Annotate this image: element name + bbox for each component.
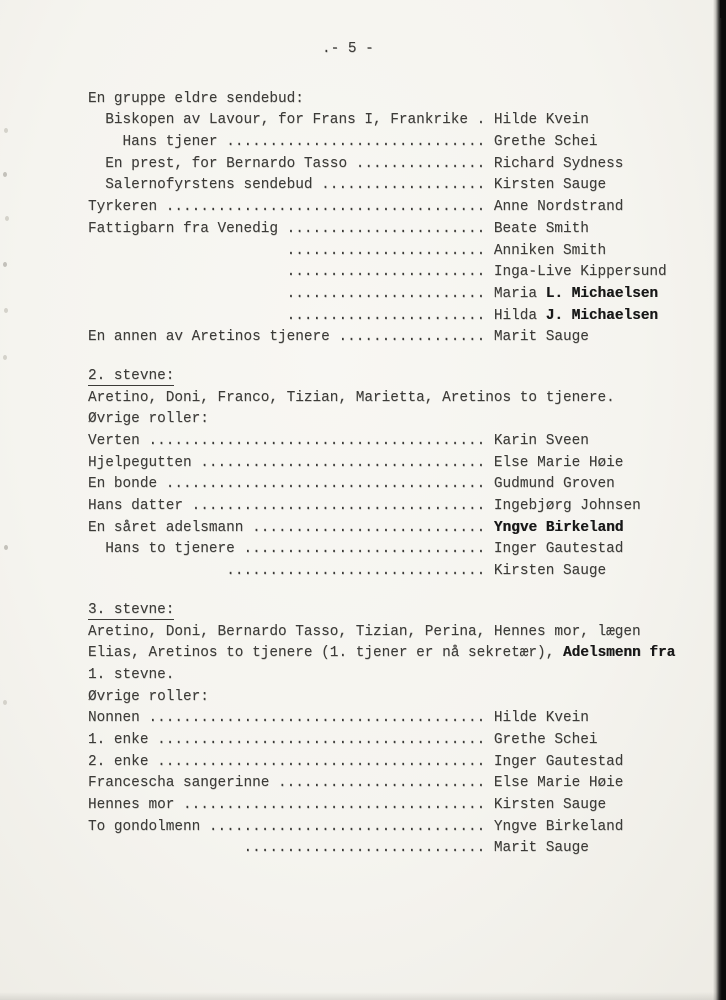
actor-name: Inga-Live Kippersund bbox=[493, 264, 667, 281]
dot-leader: ....................... bbox=[286, 307, 486, 324]
dot-leader: ...................................... bbox=[157, 753, 486, 770]
cast-row bbox=[88, 453, 726, 475]
cast-row bbox=[88, 518, 726, 540]
dot-leader: . bbox=[476, 112, 486, 129]
section-heading-text: 2. stevne: bbox=[88, 367, 175, 384]
role-label bbox=[88, 286, 287, 302]
intro-text: Aretino, Doni, Bernardo Tasso, Tizian, Perina, Hennes mor, lægen bbox=[88, 623, 641, 640]
page-number: .- 5 - bbox=[322, 41, 374, 57]
dot-leader: .............................. bbox=[226, 563, 486, 580]
actor-name: Marit Sauge bbox=[493, 329, 589, 346]
cast-row bbox=[88, 730, 726, 752]
right-edge-shadow bbox=[713, 0, 726, 1000]
role-label: Tyrkeren bbox=[88, 199, 166, 216]
dot-leader: ..................................... bbox=[165, 199, 486, 216]
actor-name-bold: L. Michaelsen bbox=[545, 285, 658, 302]
cast-row bbox=[88, 262, 726, 284]
cast-row bbox=[88, 474, 726, 496]
actor-name: Hilda bbox=[493, 307, 546, 324]
cast-row bbox=[88, 838, 726, 860]
cast-row bbox=[88, 132, 726, 154]
role-label: Nonnen bbox=[88, 710, 149, 727]
cast-row bbox=[88, 561, 726, 583]
actor-name: Ingebjørg Johnsen bbox=[493, 498, 641, 515]
actor-name: Else Marie Høie bbox=[493, 775, 624, 792]
role-label: En bonde bbox=[88, 476, 166, 493]
role-label: Hans tjener bbox=[88, 134, 227, 151]
role-label: Biskopen av Lavour, for Frans I, Frankrike bbox=[88, 112, 477, 129]
paper-speck bbox=[3, 700, 7, 705]
intro-text: Øvrige roller: bbox=[88, 411, 209, 428]
actor-name: Yngve Birkeland bbox=[493, 818, 624, 835]
actor-name: Else Marie Høie bbox=[493, 454, 624, 471]
cast-row bbox=[88, 284, 726, 306]
dot-leader: ................................... bbox=[183, 797, 486, 813]
cast-row bbox=[88, 219, 726, 241]
cast-row bbox=[88, 197, 726, 219]
paper-speck bbox=[3, 262, 7, 267]
role-label: 2. enke bbox=[88, 753, 158, 770]
actor-name: Inger Gautestad bbox=[493, 541, 624, 558]
actor-name: Kirsten Sauge bbox=[493, 797, 607, 813]
cast-row bbox=[88, 110, 726, 132]
role-label bbox=[88, 308, 287, 324]
dot-leader: ........................ bbox=[278, 775, 486, 792]
cast-row bbox=[88, 817, 726, 839]
dot-leader: ............................ bbox=[243, 840, 486, 857]
dot-leader: ........................... bbox=[252, 519, 486, 536]
actor-name: Anniken Smith bbox=[493, 242, 607, 259]
paper-speck bbox=[3, 172, 7, 177]
actor-name-bold: Yngve Birkeland bbox=[493, 519, 624, 536]
actor-name: Richard Sydness bbox=[493, 155, 624, 172]
sections bbox=[88, 89, 726, 860]
role-label: Verten bbox=[88, 433, 149, 449]
dot-leader: ............... bbox=[355, 155, 486, 172]
cast-row bbox=[88, 539, 726, 561]
intro-line bbox=[88, 388, 726, 410]
paper-speck bbox=[4, 545, 8, 550]
cast-row bbox=[88, 752, 726, 774]
paper-speck bbox=[4, 128, 8, 133]
dot-leader: ................................ bbox=[208, 818, 486, 835]
dot-leader: .............................. bbox=[226, 134, 486, 151]
actor-name-bold: J. Michaelsen bbox=[545, 307, 658, 324]
section-heading-text: 3. stevne: bbox=[88, 601, 175, 618]
role-label: En prest, for Bernardo Tasso bbox=[88, 155, 356, 172]
section-3 bbox=[88, 600, 726, 860]
section-heading bbox=[88, 366, 726, 388]
actor-name: Karin Sveen bbox=[493, 433, 589, 449]
role-label: Francescha sangerinne bbox=[88, 775, 278, 792]
dot-leader: ....................... bbox=[286, 242, 486, 259]
dot-leader: .................................. bbox=[191, 498, 486, 515]
cast-row bbox=[88, 773, 726, 795]
cast-row bbox=[88, 431, 726, 453]
intro-line bbox=[88, 409, 726, 431]
intro-text: Elias, Aretinos to tjenere (1. tjener er nå sekretær), bbox=[88, 645, 563, 662]
role-label: En annen av Aretinos tjenere bbox=[88, 329, 339, 346]
dot-leader: ................. bbox=[338, 329, 486, 346]
dot-leader: ................... bbox=[321, 177, 486, 194]
role-label: Hennes mor bbox=[88, 797, 183, 813]
actor-name: Kirsten Sauge bbox=[493, 177, 607, 194]
role-label: Salernofyrstens sendebud bbox=[88, 177, 322, 194]
role-label: Hjelpegutten bbox=[88, 454, 201, 471]
cast-row bbox=[88, 306, 726, 328]
dot-leader: ....................................... bbox=[148, 710, 486, 727]
actor-name: Grethe Schei bbox=[493, 134, 598, 151]
actor-name: Grethe Schei bbox=[493, 731, 598, 748]
intro-line bbox=[88, 622, 726, 644]
actor-name: Beate Smith bbox=[493, 220, 589, 237]
actor-name: Inger Gautestad bbox=[493, 753, 624, 770]
actor-name: Hilde Kvein bbox=[493, 112, 589, 129]
cast-row bbox=[88, 496, 726, 518]
cast-row bbox=[88, 795, 726, 817]
role-label: 1. enke bbox=[88, 731, 158, 748]
intro-line bbox=[88, 687, 726, 709]
role-label: To gondolmenn bbox=[88, 818, 209, 835]
actor-name: Gudmund Groven bbox=[493, 476, 615, 493]
intro-text: En gruppe eldre sendebud: bbox=[88, 90, 304, 107]
cast-row bbox=[88, 708, 726, 730]
dot-leader: ....................... bbox=[286, 220, 486, 237]
paper-speck bbox=[4, 308, 8, 313]
section-heading bbox=[88, 600, 726, 622]
intro-text: Aretino, Doni, Franco, Tizian, Marietta, Aretinos to tjenere. bbox=[88, 389, 615, 406]
actor-name: Hilde Kvein bbox=[493, 710, 589, 727]
actor-name: Marit Sauge bbox=[493, 840, 589, 857]
role-label bbox=[88, 243, 287, 259]
intro-text-bold: Adelsmenn fra bbox=[562, 645, 676, 662]
section-2 bbox=[88, 366, 726, 583]
role-label bbox=[88, 840, 243, 856]
dot-leader: ....................................... bbox=[148, 433, 486, 449]
role-label bbox=[88, 264, 287, 280]
intro-text: Øvrige roller: bbox=[88, 688, 209, 705]
role-label bbox=[88, 563, 226, 579]
right-edge-shadow-top bbox=[720, 0, 726, 18]
intro-text: 1. stevne. bbox=[88, 666, 175, 683]
cast-row bbox=[88, 327, 726, 349]
paper-speck bbox=[3, 355, 7, 360]
section-1 bbox=[88, 89, 726, 349]
dot-leader: ...................................... bbox=[157, 731, 486, 748]
paper-speck bbox=[5, 216, 9, 221]
intro-line bbox=[88, 89, 726, 111]
actor-name: Anne Nordstrand bbox=[493, 199, 624, 216]
dot-leader: ....................... bbox=[286, 285, 486, 302]
actor-name: Kirsten Sauge bbox=[493, 563, 607, 580]
role-label: Hans datter bbox=[88, 498, 192, 515]
dot-leader: ....................... bbox=[286, 264, 486, 281]
role-label: Fattigbarn fra Venedig bbox=[88, 220, 287, 237]
dot-leader: ..................................... bbox=[165, 476, 486, 493]
dot-leader: ............................ bbox=[243, 541, 486, 558]
cast-row bbox=[88, 241, 726, 263]
role-label: Hans to tjenere bbox=[88, 541, 244, 558]
role-label: En såret adelsmann bbox=[88, 519, 253, 536]
actor-name: Maria bbox=[493, 285, 546, 302]
intro-line bbox=[88, 665, 726, 687]
dot-leader: ................................. bbox=[200, 454, 486, 471]
cast-row bbox=[88, 154, 726, 176]
intro-line bbox=[88, 643, 726, 665]
bottom-edge-shadow bbox=[0, 992, 726, 1000]
cast-row bbox=[88, 175, 726, 197]
